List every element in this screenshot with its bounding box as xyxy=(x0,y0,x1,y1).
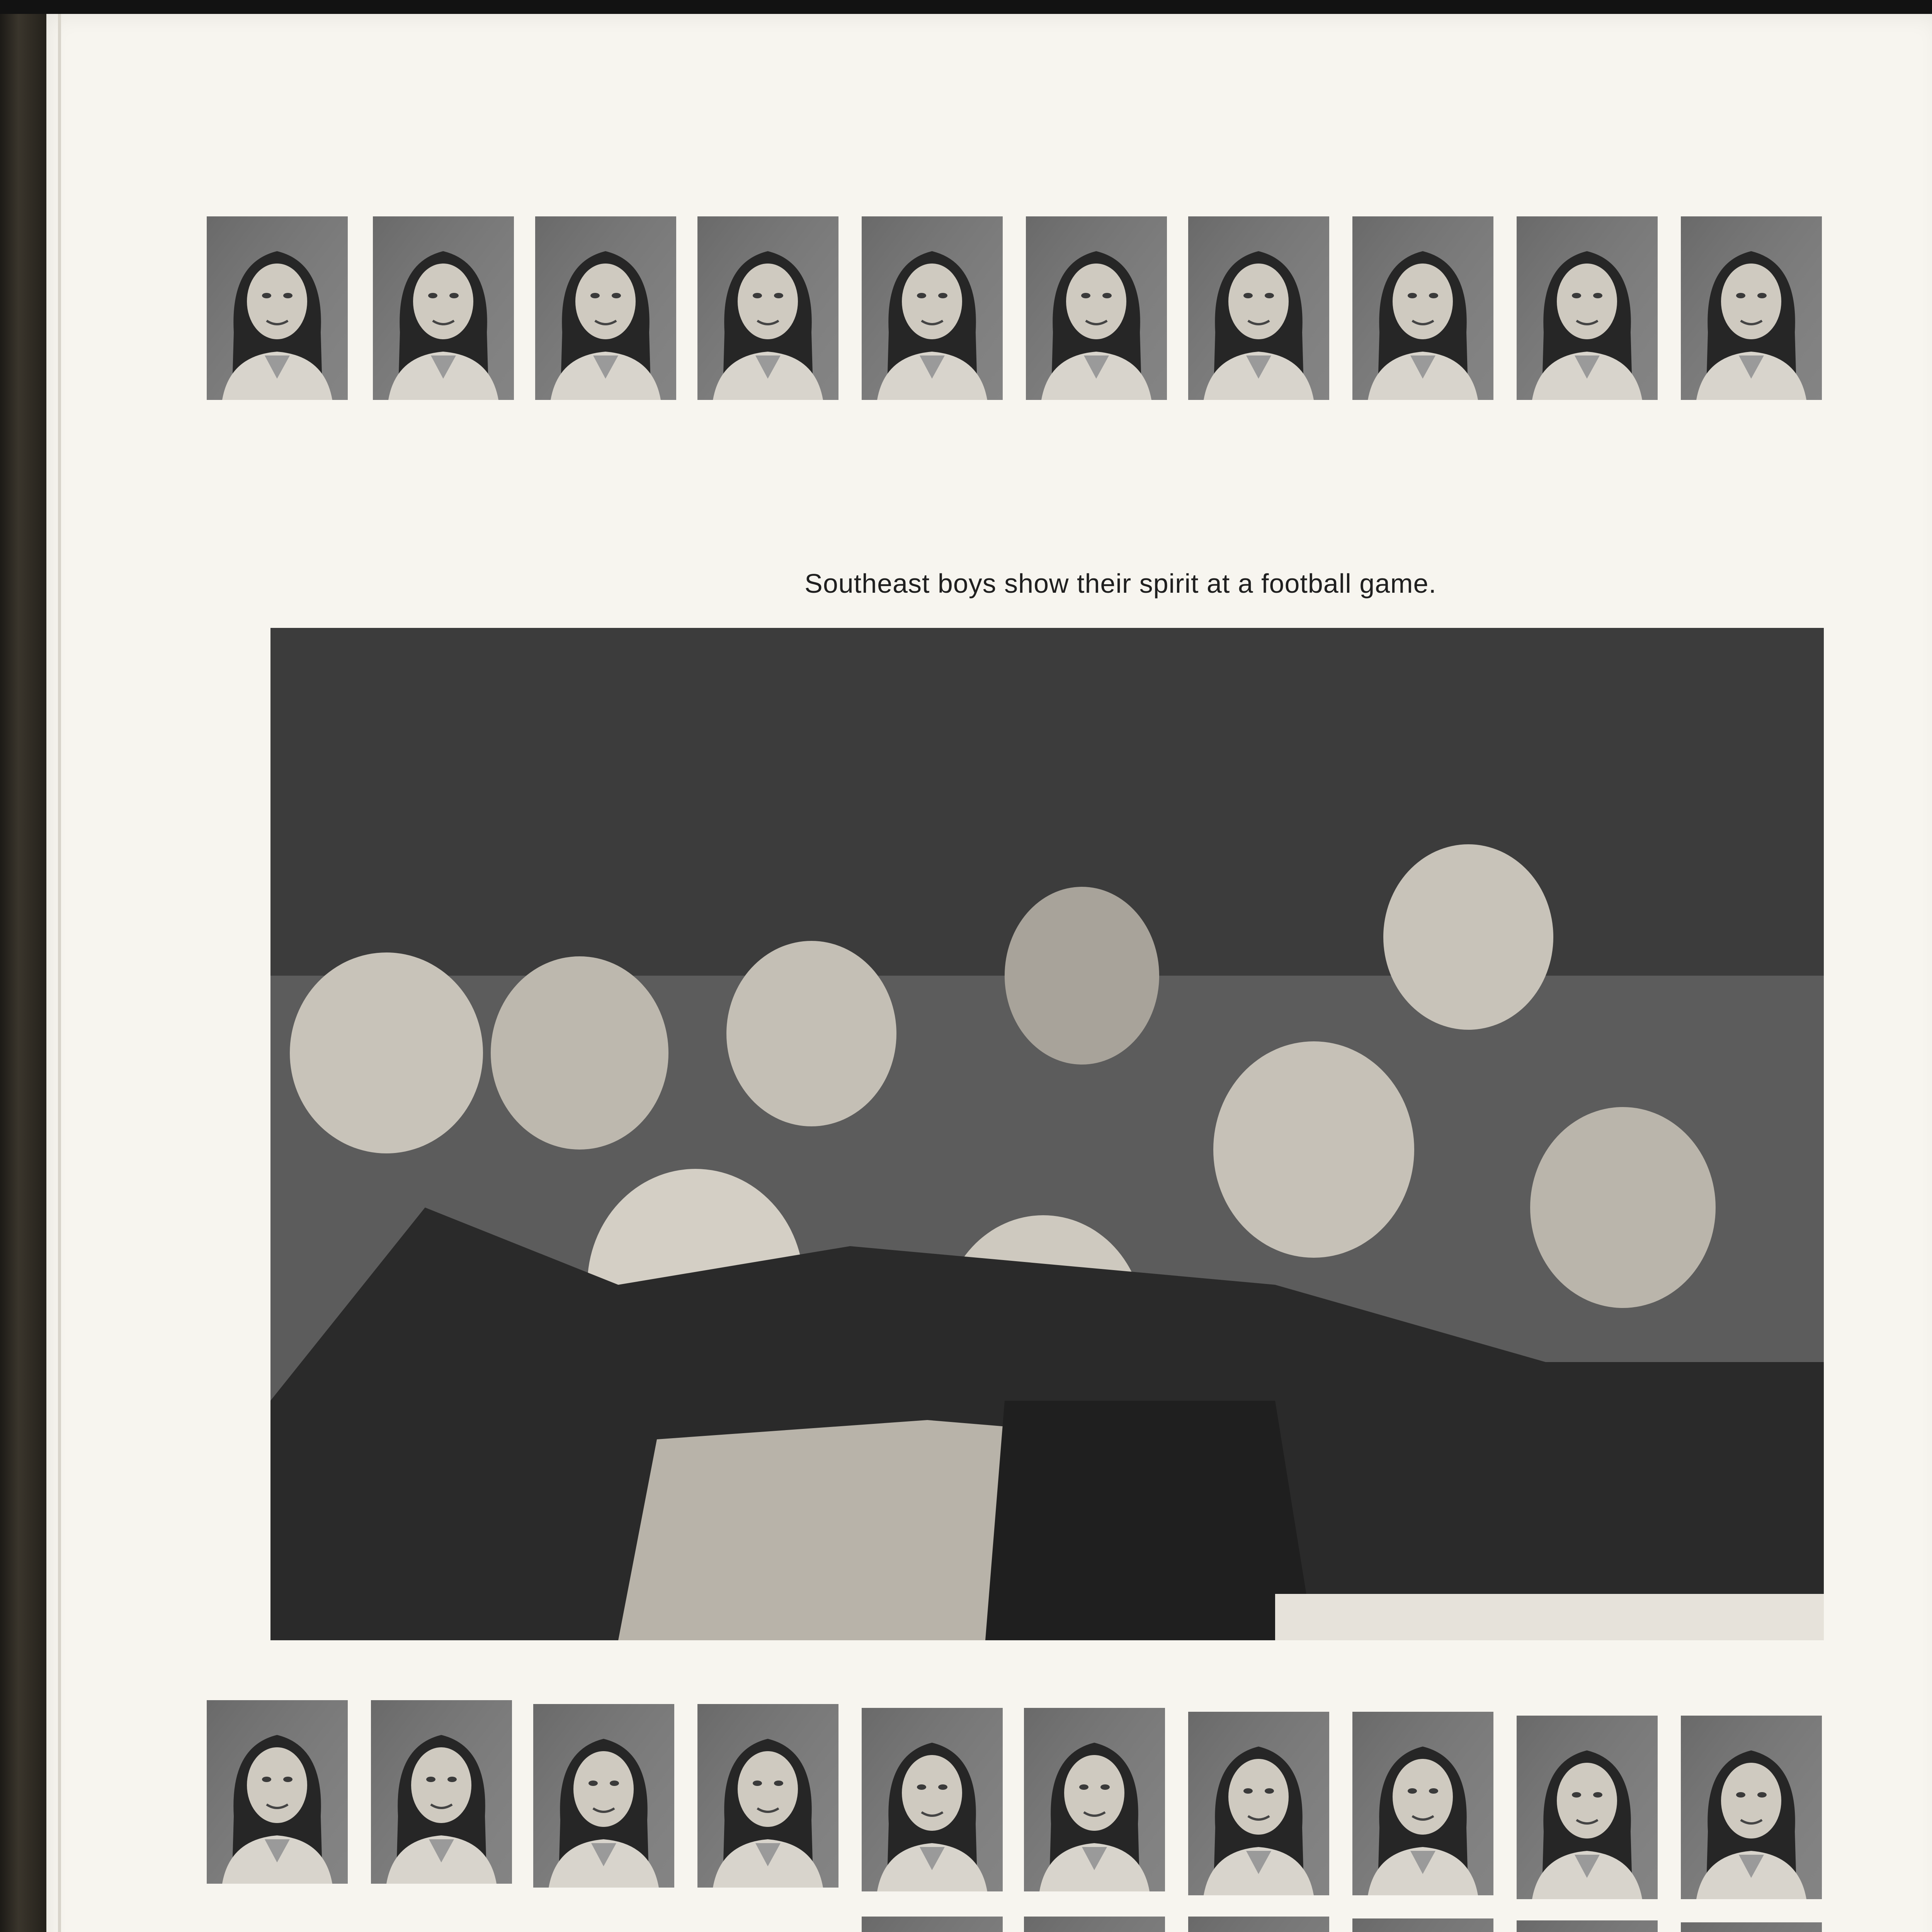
book-spine xyxy=(0,0,46,1932)
portrait-photo xyxy=(1517,1716,1658,1899)
portrait-photo xyxy=(533,1704,674,1888)
portrait-photo xyxy=(1517,1920,1658,1932)
portrait-photo xyxy=(697,216,838,400)
portrait-photo xyxy=(1517,216,1658,400)
portrait-photo xyxy=(862,216,1003,400)
top-band xyxy=(0,0,1932,14)
portrait-photo xyxy=(697,1704,838,1888)
portrait-photo xyxy=(1352,216,1493,400)
portrait-photo xyxy=(1681,216,1822,400)
portrait-photo xyxy=(1188,1712,1329,1895)
portrait-photo xyxy=(207,216,348,400)
portrait-photo xyxy=(207,1700,348,1884)
portrait-photo xyxy=(1352,1918,1493,1932)
portrait-photo xyxy=(1188,216,1329,400)
portrait-photo xyxy=(1024,1917,1165,1932)
portrait-photo xyxy=(1681,1922,1822,1932)
portrait-photo xyxy=(535,216,676,400)
portrait-photo xyxy=(1026,216,1167,400)
photo-caption: Southeast boys show their spirit at a football game. xyxy=(804,568,1437,599)
page-edge xyxy=(58,14,61,1932)
crowd-photo xyxy=(270,628,1824,1640)
portrait-photo xyxy=(1681,1716,1822,1899)
portrait-photo xyxy=(373,216,514,400)
portrait-photo xyxy=(1188,1917,1329,1932)
portrait-photo xyxy=(1352,1712,1493,1895)
portrait-photo xyxy=(1024,1708,1165,1891)
portrait-photo xyxy=(862,1917,1003,1932)
portrait-photo xyxy=(862,1708,1003,1891)
portrait-photo xyxy=(371,1700,512,1884)
